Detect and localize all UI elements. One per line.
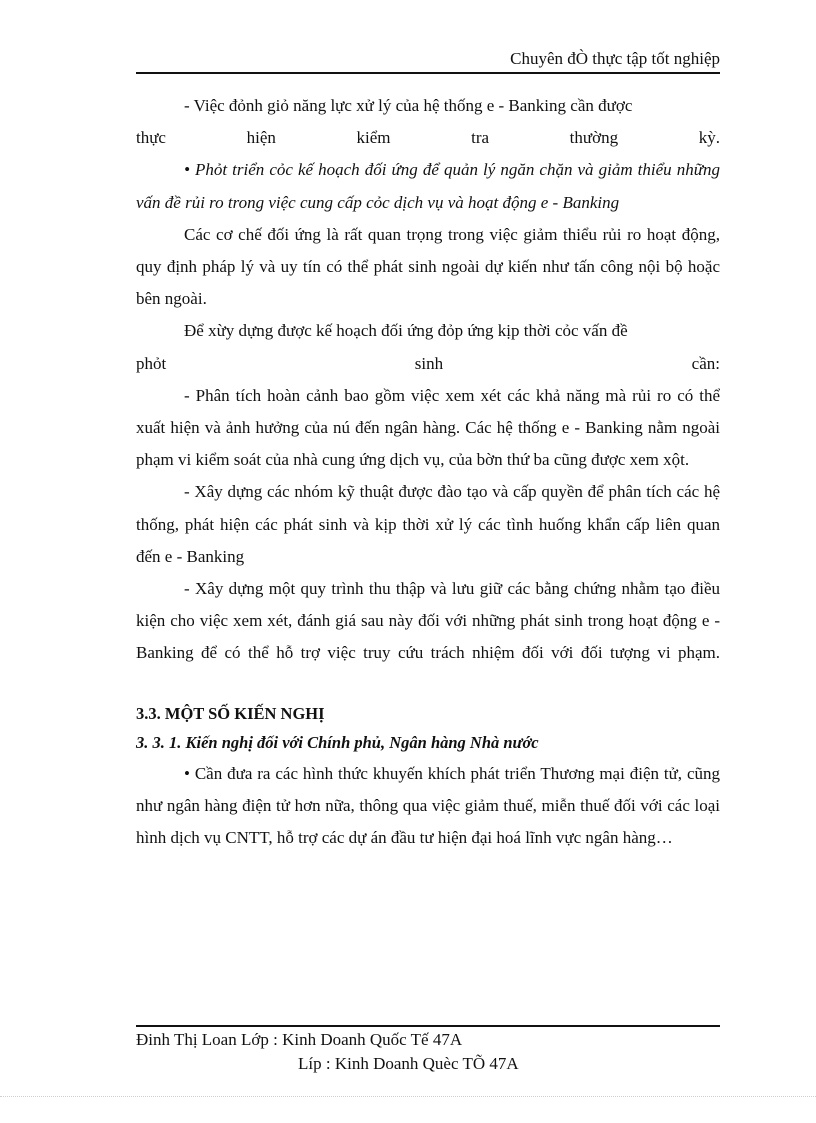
header-divider [136,72,720,74]
paragraph-6: - Xây dựng các nhóm kỹ thuật được đào tạo và cấp quyền để phân tích các hệ thống, phát hiện các phát sinh và kịp thời xử lý các tình huống khẩn cấp liên quan đến e - Banking [136,482,720,566]
footer-author-line: Đinh Thị Loan Lớp : Kinh Doanh Quốc Tế 47A [136,1030,463,1049]
paragraph-1-line-2: thực hiện kiểm tra thường kỳ. [136,128,720,148]
paragraph-bullet-italic: • Phỏt triển cỏc kế hoạch đối ứng để quản lý ngăn chặn và giảm thiểu những vấn đề rủi ro trong việc cung cấp cỏc dịch vụ và hoạt động e - Banking [136,160,720,212]
paragraph-5: - Phân tích hoàn cảnh bao gồm việc xem xét các khả năng mà rủi ro có thể xuất hiện và ảnh hưởng của nú đến ngân hàng. Các hệ thống e - Banking nằm ngoài phạm vi kiểm soát của nhà cung ứng dịch vụ, của bờn thứ ba cũng được xem xột. [136,385,720,470]
document-body [136,90,720,854]
page-header: Chuyên đÒ thực tập tốt nghiệp [510,49,720,68]
paragraph-7: - Xây dựng một quy trình thu thập và lưu giữ các bằng chứng nhằm tạo điều kiện cho việc xem xét, đánh giá sau này đối với những phát sinh trong hoạt động e - Banking để có thể hỗ trợ việc truy cứu trách nhiệm đối với đối tượng vi phạm. [136,579,720,663]
footer-divider [136,1025,720,1027]
section-bullet-paragraph: • Cần đưa ra các hình thức khuyến khích phát triển Thương mại điện tử, cũng như ngân hàng điện tử hơn nữa, thông qua việc giảm thuế, miễn thuế đối với các loại hình dịch vụ CNTT, hỗ trợ các dự án đầu tư hiện đại hoá lĩnh vực ngân hàng… [136,763,720,848]
footer-class-line: Líp : Kinh Doanh Quèc TÕ 47A [298,1054,519,1073]
paragraph-1-line-1: - Việc đỏnh giỏ năng lực xử lý của hệ thống e - Banking cần được [184,96,633,115]
section-heading: 3.3. MỘT SỐ KIẾN NGHỊ [136,703,325,723]
page-bottom-dotted-edge [0,1096,816,1097]
paragraph-4-line-1: Để xừy dựng được kế hoạch đối ứng đỏp ứng kịp thời cỏc vấn đề [184,321,628,341]
paragraph-3: Các cơ chế đối ứng là rất quan trọng trong việc giảm thiểu rủi ro hoạt động, quy định pháp lý và uy tín có thể phát sinh ngoài dự kiến như tấn công nội bộ hoặc bên ngoài. [136,224,720,309]
section-subheading: 3. 3. 1. Kiến nghị đối với Chính phủ, Ngân hàng Nhà nước [136,732,539,752]
paragraph-4-line-2: phỏt sinh cần: [136,353,720,373]
